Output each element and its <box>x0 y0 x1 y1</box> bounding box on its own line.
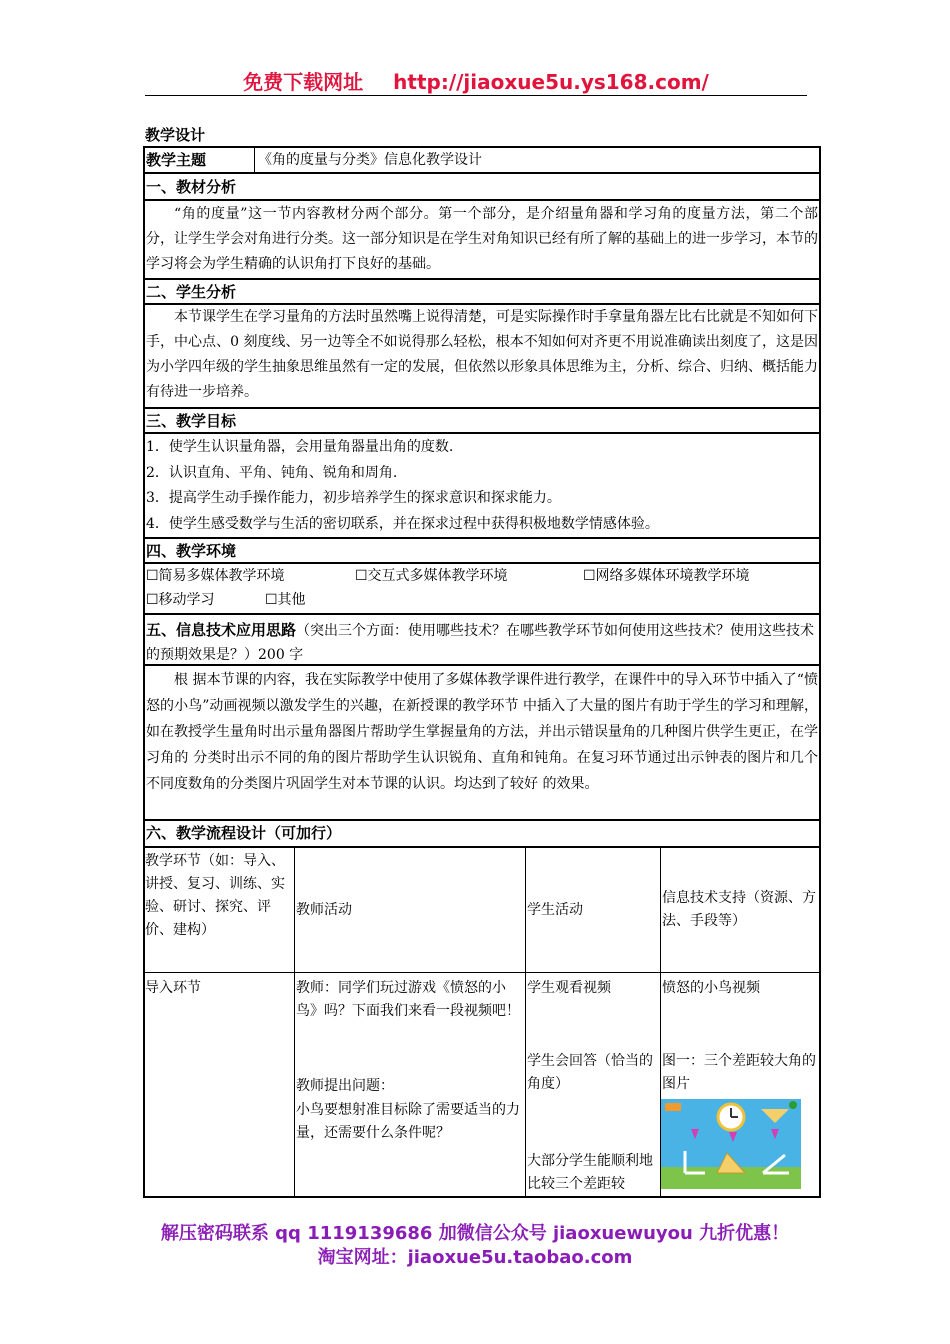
rule <box>143 172 821 174</box>
flow-header-teacher: 教师活动 <box>296 902 352 918</box>
topic-label: 教学主题 <box>146 151 207 169</box>
flow-teacher-2: 教师提出问题： <box>296 1078 394 1094</box>
section-6-title-row <box>143 822 821 843</box>
footer-contact: 解压密码联系 qq 1119139686 加微信公众号 jiaoxuewuyou 九折优惠！ <box>160 1223 790 1244</box>
rule <box>143 562 821 564</box>
objective-item: 4．使学生感受数学与生活的密切联系，并在探求过程中获得积极地数学情感体验。 <box>146 515 659 532</box>
section-2-body: 本节课学生在学习量角的方法时虽然嘴上说得清楚，可是实际操作时手拿量角器左比右比就是不知如何下手，中心点、0 刻度线、另一边等全不如说得那么轻松，根本不知如何对齐更不用说准确读出刻度了，这是因为小学四年级的学生抽象思维虽然有一定的发展，但依然以形象具体思维为主，分析、综合、归纳、概括能力有待进一步培养。 <box>146 309 818 400</box>
section-2-title: 二、学生分析 <box>146 283 237 301</box>
objectives-list <box>143 435 821 537</box>
flow-tech-2: 图一：三个差距较大角的图片 <box>662 1053 816 1092</box>
section-1-body: “角的度量”这一节内容教材分两个部分。第一个部分，是介绍量角器和学习角的度量方法，第二个部分，让学生学会对角进行分类。这一部分知识是在学生对角知识已经有所了解的基础上的进一步学习，本节的学习将会为学生精确的认识角打下良好的基础。 <box>146 206 818 272</box>
footer-shop-link[interactable]: 淘宝网址：jiaoxue5u.taobao.com <box>317 1247 633 1268</box>
flow-header-student: 学生活动 <box>527 902 583 918</box>
angles-thumbnail-image <box>661 1099 801 1189</box>
rule <box>143 846 821 848</box>
section-1-title-row <box>143 176 821 197</box>
page-header <box>145 66 807 95</box>
rule <box>143 407 821 409</box>
section-5-hint: （突出三个方面：使用哪些技术？在哪些教学环节如何使用这些技术？使用这些技术的预期效果是？）200 字 <box>146 623 815 663</box>
col-divider <box>525 847 526 1197</box>
flow-teacher-1: 教师：同学们玩过游戏《愤怒的小鸟》吗？下面我们来看一段视频吧！ <box>296 980 520 1019</box>
topic-divider <box>254 148 255 172</box>
flow-student-1: 学生观看视频 <box>527 980 611 996</box>
flow-stage: 导入环节 <box>145 980 201 996</box>
angles-illustration <box>661 1099 801 1189</box>
rule <box>143 278 821 280</box>
section-5-body-row <box>143 667 821 797</box>
flow-student-3: 大部分学生能顺利地比较三个差距较 <box>527 1153 653 1192</box>
rule <box>143 199 821 201</box>
section-6-title: 六、教学流程设计（可加行） <box>146 824 342 842</box>
section-1-title: 一、教材分析 <box>146 178 237 196</box>
rule <box>143 819 821 821</box>
topic-value: 《角的度量与分类》信息化教学设计 <box>258 152 482 168</box>
header-url-link[interactable]: http://jiaoxue5u.ys168.com/ <box>393 70 709 94</box>
env-option-interactive[interactable]: ☐交互式多媒体教学环境 <box>355 568 508 584</box>
section-5-title: 五、信息技术应用思路 <box>146 621 297 639</box>
rule <box>143 537 821 539</box>
env-option-mobile[interactable]: ☐移动学习 <box>146 592 215 608</box>
rule <box>143 432 821 434</box>
section-5-body: 根 据本节课的内容，我在实际教学中使用了多媒体教学课件进行教学，在课件中的导入环节中插入了“愤怒的小鸟”动画视频以激发学生的兴趣，在新授课的教学环节 中插入了大量的图片有助于学生的学习和理解，如在教授学生量角时出示量角器图片帮助学生掌握量角的方法，并出示错误量角的几种图片供学生更正，在学习角的 分类时出示不同的角的图片帮助学生认识锐角、直角和钝角。在复习环节通过出示钟表的图片和几个不同度数角的分类图片巩固学生对本节课的认识。均达到了较好 的效果。 <box>146 672 818 792</box>
section-4-title: 四、教学环境 <box>146 542 237 560</box>
section-3-title: 三、教学目标 <box>146 412 237 430</box>
header-left-text: 免费下载网址 <box>243 70 364 94</box>
objective-item: 3．提高学生动手操作能力，初步培养学生的探求意识和探求能力。 <box>146 490 561 506</box>
col-divider <box>294 847 295 1197</box>
flow-header-stage: 教学环节（如：导入、讲授、复习、训练、实验、研讨、探究、评价、建构） <box>145 853 285 938</box>
flow-teacher-3: 小鸟要想射准目标除了需要适当的力量，还需要什么条件呢？ <box>296 1102 520 1141</box>
flow-tech-1: 愤怒的小鸟视频 <box>662 980 760 996</box>
topic-row <box>143 148 821 172</box>
objective-item: 2．认识直角、平角、钝角、锐角和周角. <box>146 464 398 481</box>
env-option-simple[interactable]: ☐简易多媒体教学环境 <box>146 568 285 584</box>
rule <box>143 972 821 973</box>
flow-header-tech: 信息技术支持（资源、方法、手段等） <box>662 890 816 929</box>
env-option-network[interactable]: ☐网络多媒体环境教学环境 <box>583 568 750 584</box>
section-1-body-row <box>143 202 821 277</box>
flow-student-2: 学生会回答（恰当的角度） <box>527 1053 653 1092</box>
environment-options <box>143 565 821 613</box>
rule <box>143 613 821 615</box>
section-2-body-row <box>143 305 821 405</box>
header-divider <box>145 95 807 96</box>
objective-item: 1．使学生认识量角器，会用量角器量出角的度数. <box>146 439 454 455</box>
section-2-title-row <box>143 281 821 302</box>
section-4-title-row <box>143 540 821 561</box>
doc-label: 教学设计 <box>145 126 206 144</box>
col-divider <box>820 847 821 1197</box>
section-3-title-row <box>143 410 821 431</box>
env-option-other[interactable]: ☐其他 <box>265 592 306 608</box>
rule <box>143 664 821 666</box>
section-5-title-row <box>143 618 821 667</box>
